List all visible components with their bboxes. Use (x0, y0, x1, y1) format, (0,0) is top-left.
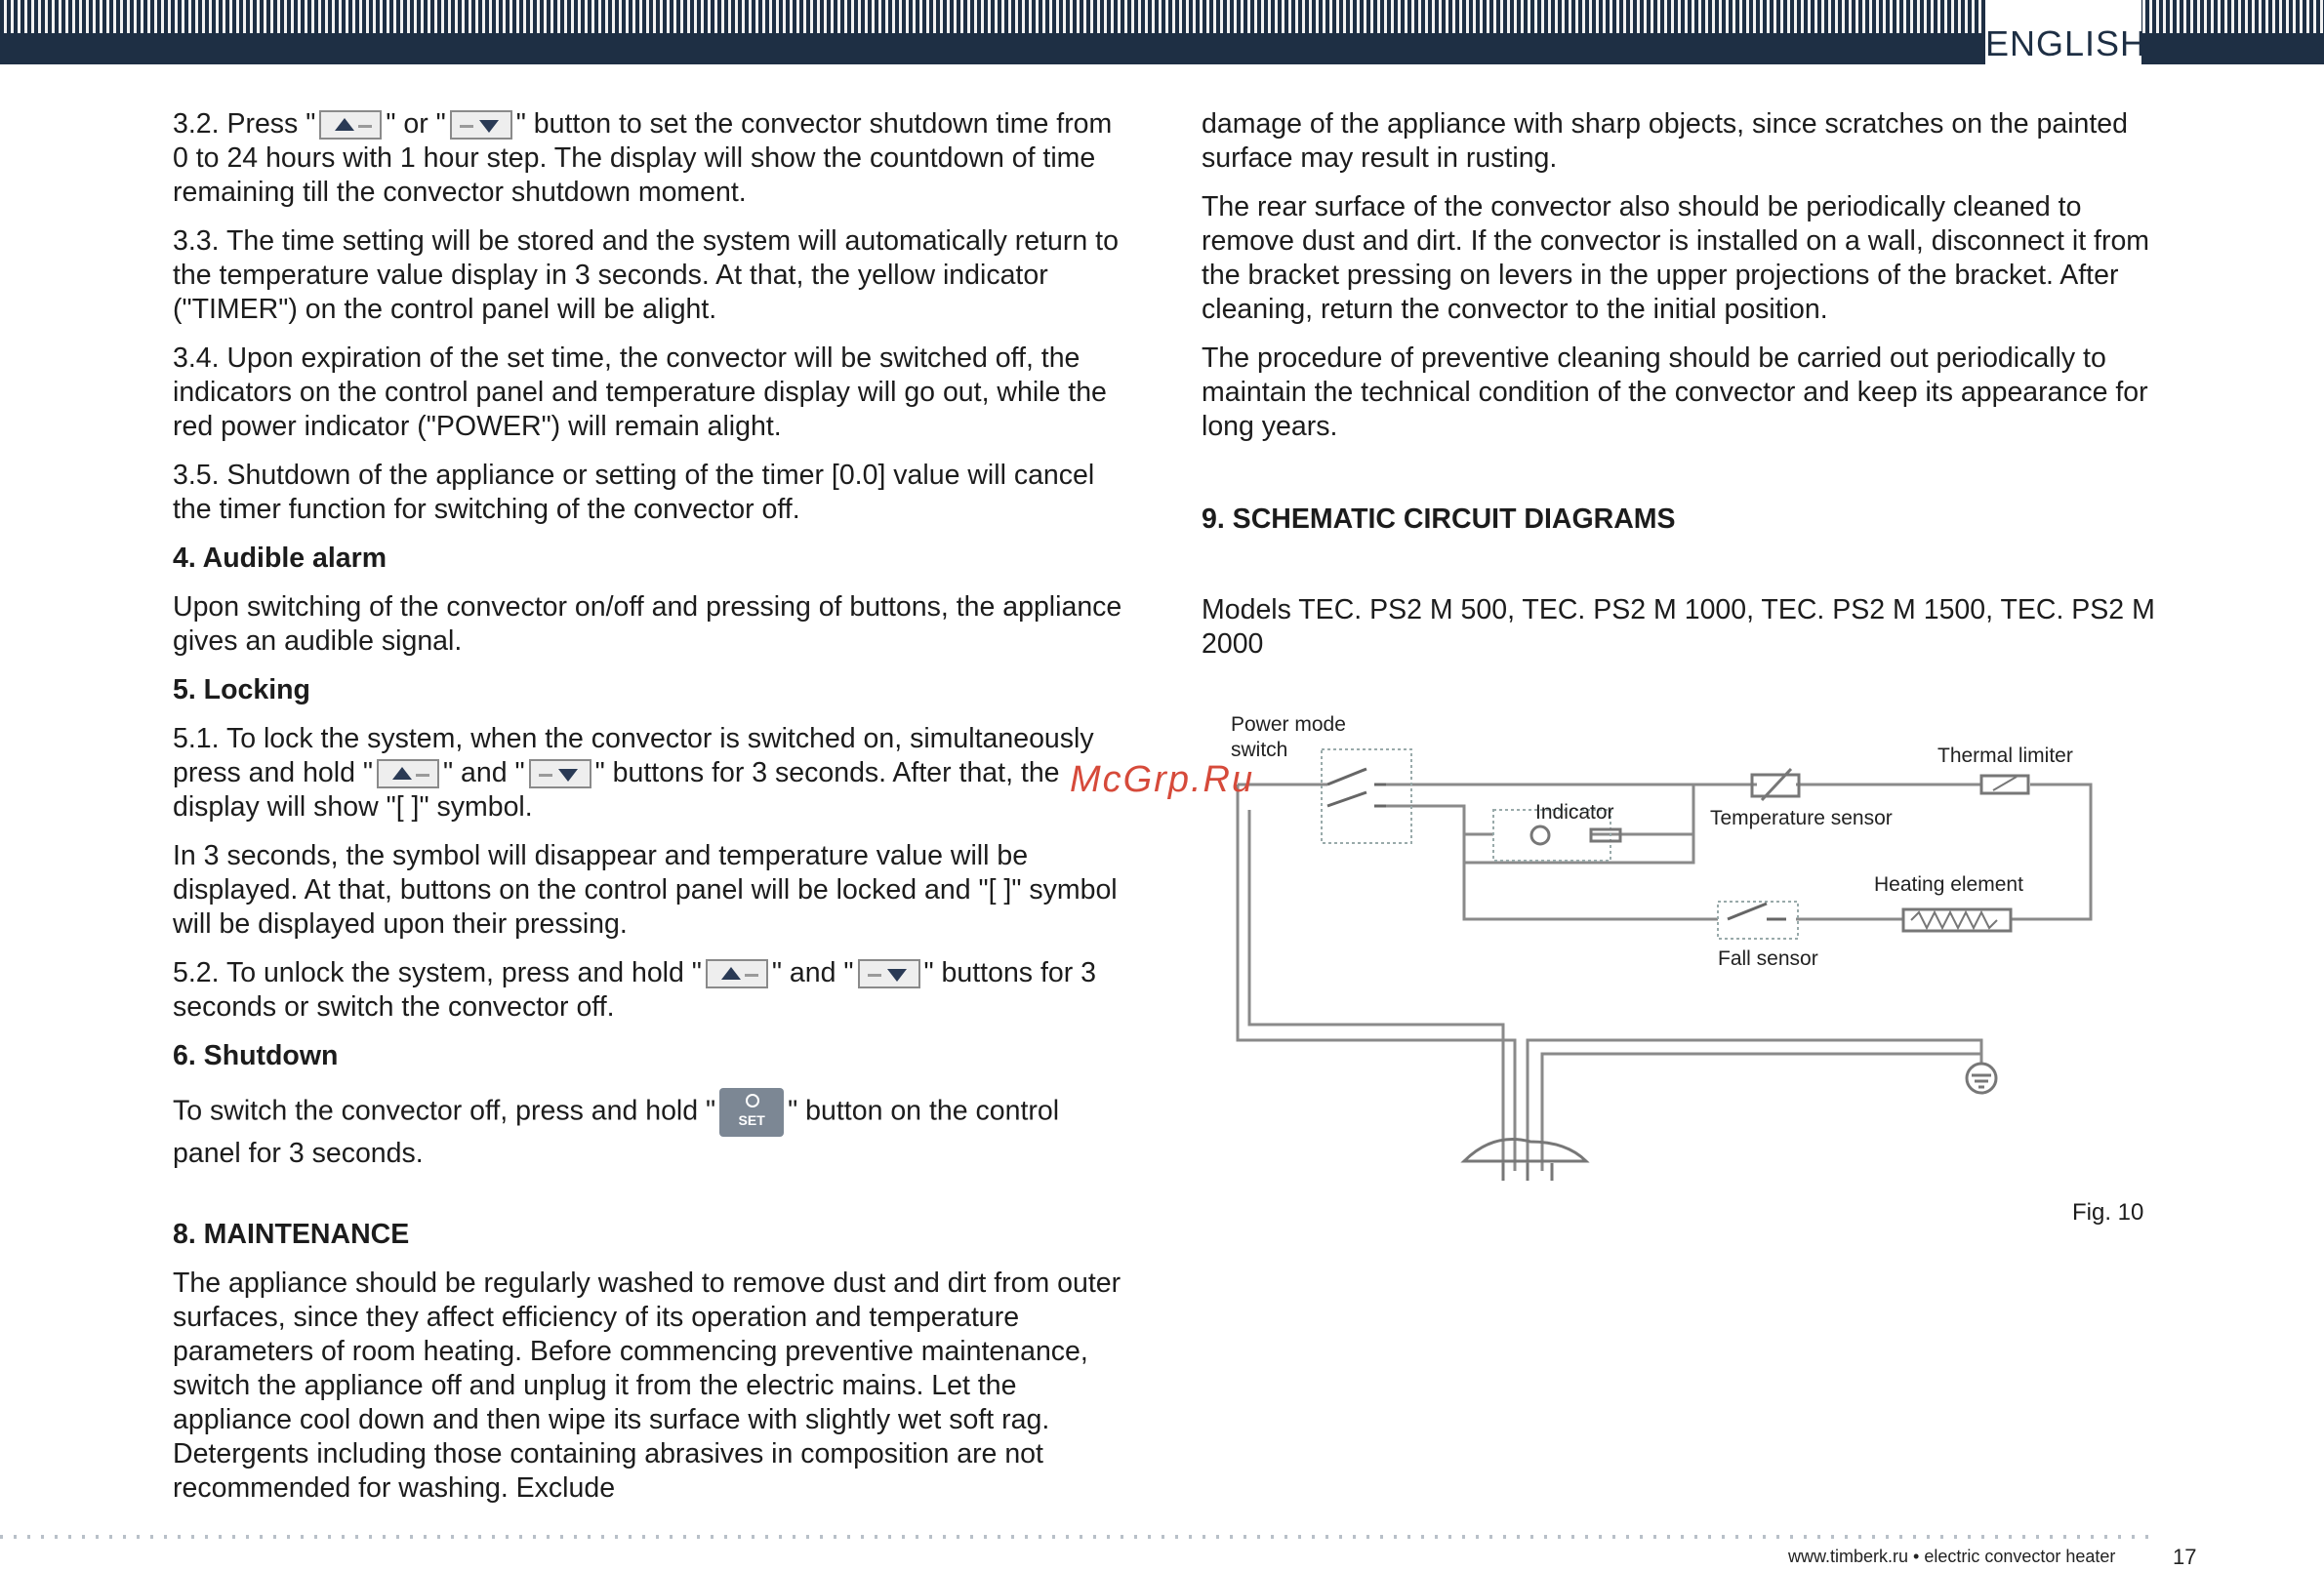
right-column (1202, 107, 2178, 676)
label-power-mode-switch: Power mode switch (1231, 713, 1346, 761)
text: " button to set the convector shutdown time from 0 to 24 hours with 1 hour step. The display will show the countdown of time remaining till the convector shutdown moment. (173, 108, 1113, 208)
language-label: ENGLISH (1985, 23, 2147, 63)
paragraph-rear-surface: The rear surface of the convector also should be periodically cleaned to remove dust and dirt. If the convector is installed on a wall, disconnect it from the bracket pressing on levers in the upper projections of the bracket. After cleaning, return the convector to the initial position. (1202, 191, 2150, 325)
label-indicator: Indicator (1535, 801, 1614, 824)
text: To switch the convector off, press and hold " (173, 1095, 716, 1127)
paragraph-5-1-cont: In 3 seconds, the symbol will disappear and temperature value will be displayed. At that, buttons on the control panel will be locked and "[ ]" symbol will be displayed upon their pressing. (173, 840, 1118, 940)
paragraph-5-2 (173, 956, 1129, 1025)
label-heating-element: Heating element (1874, 873, 2023, 896)
text: " button on the control panel for 3 seconds. (173, 1095, 1060, 1169)
up-button-icon (706, 959, 768, 988)
footer-text: www.timberk.ru • electric convector heater (1788, 1547, 2116, 1566)
paragraph-3-2 (173, 107, 1129, 210)
circuit-diagram (1201, 712, 2138, 1205)
paragraph-5-1 (173, 722, 1129, 825)
header-bar-base (0, 33, 2324, 64)
watermark: McGrp.Ru (1070, 759, 1255, 800)
paragraph-maintenance: The appliance should be regularly washed to remove dust and dirt from outer surfaces, since they affect efficiency of its operation and temperature parameters of room heating. Before commencing preventive maintenance, switch the appliance off and unplug it from the electric mains. Let the appliance cool down and then wipe its surface with slightly wet soft rag. Detergents including those containing abrasives in composition are not recommended for washing. Exclude (173, 1268, 1121, 1504)
text: " and " (771, 957, 854, 988)
circuit-svg (1201, 712, 2138, 1200)
text: " and " (443, 757, 525, 788)
footer-divider (0, 1535, 2157, 1539)
paragraph-3-4: 3.4. Upon expiration of the set time, the convector will be switched off, the indicators on the control panel and temperature display will go out, while the red power indicator ("POWER") will remain alight. (173, 342, 1107, 442)
figure-caption: Fig. 10 (2072, 1199, 2144, 1226)
left-column (173, 107, 1129, 1520)
paragraph-6 (173, 1088, 1129, 1171)
text: " buttons for 3 seconds. After that, the display will show "[ ]" symbol. (173, 757, 1060, 823)
page-number: 17 (2173, 1545, 2197, 1569)
down-button-icon (858, 959, 920, 988)
down-button-icon (529, 759, 591, 788)
label-thermal-limiter: Thermal limiter (1937, 745, 2073, 767)
heading-audible-alarm: 4. Audible alarm (173, 543, 387, 574)
heading-maintenance: 8. MAINTENANCE (173, 1219, 410, 1250)
text: " or " (386, 108, 446, 140)
paragraph-3-3: 3.3. The time setting will be stored and the system will automatically return to the temperature value display in 3 seconds. At that, the yellow indicator ("TIMER") on the control panel will be alight. (173, 225, 1119, 325)
text: 5.1. To lock the system, when the convector is switched on, simultaneously press and hold " (173, 723, 1094, 788)
up-button-icon (377, 759, 439, 788)
text: 3.2. Press " (173, 108, 316, 140)
heading-schematic-diagrams: 9. SCHEMATIC CIRCUIT DIAGRAMS (1202, 503, 1676, 535)
text: " buttons for 3 seconds or switch the convector off. (173, 957, 1096, 1023)
paragraph-procedure: The procedure of preventive cleaning should be carried out periodically to maintain the technical condition of the convector and keep its appearance for long years. (1202, 342, 2148, 442)
set-button-icon (719, 1088, 784, 1137)
up-button-icon (319, 110, 382, 140)
label-temperature-sensor: Temperature sensor (1710, 807, 1893, 829)
paragraph-3-5: 3.5. Shutdown of the appliance or setting of the timer [0.0] value will cancel the timer function for switching of the convector off. (173, 460, 1095, 525)
down-button-icon (450, 110, 512, 140)
set-label: SET (738, 1112, 765, 1128)
paragraph-4: Upon switching of the convector on/off and pressing of buttons, the appliance gives an audible signal. (173, 591, 1122, 657)
paragraph-damage: damage of the appliance with sharp objects, since scratches on the painted surface may result in rusting. (1202, 108, 2129, 174)
models-list: Models TEC. PS2 M 500, TEC. PS2 M 1000, TEC. PS2 M 1500, TEC. PS2 M 2000 (1202, 594, 2155, 660)
heading-shutdown: 6. Shutdown (173, 1040, 339, 1071)
heading-locking: 5. Locking (173, 674, 310, 705)
text: 5.2. To unlock the system, press and hold " (173, 957, 702, 988)
label-fall-sensor: Fall sensor (1718, 947, 1818, 970)
